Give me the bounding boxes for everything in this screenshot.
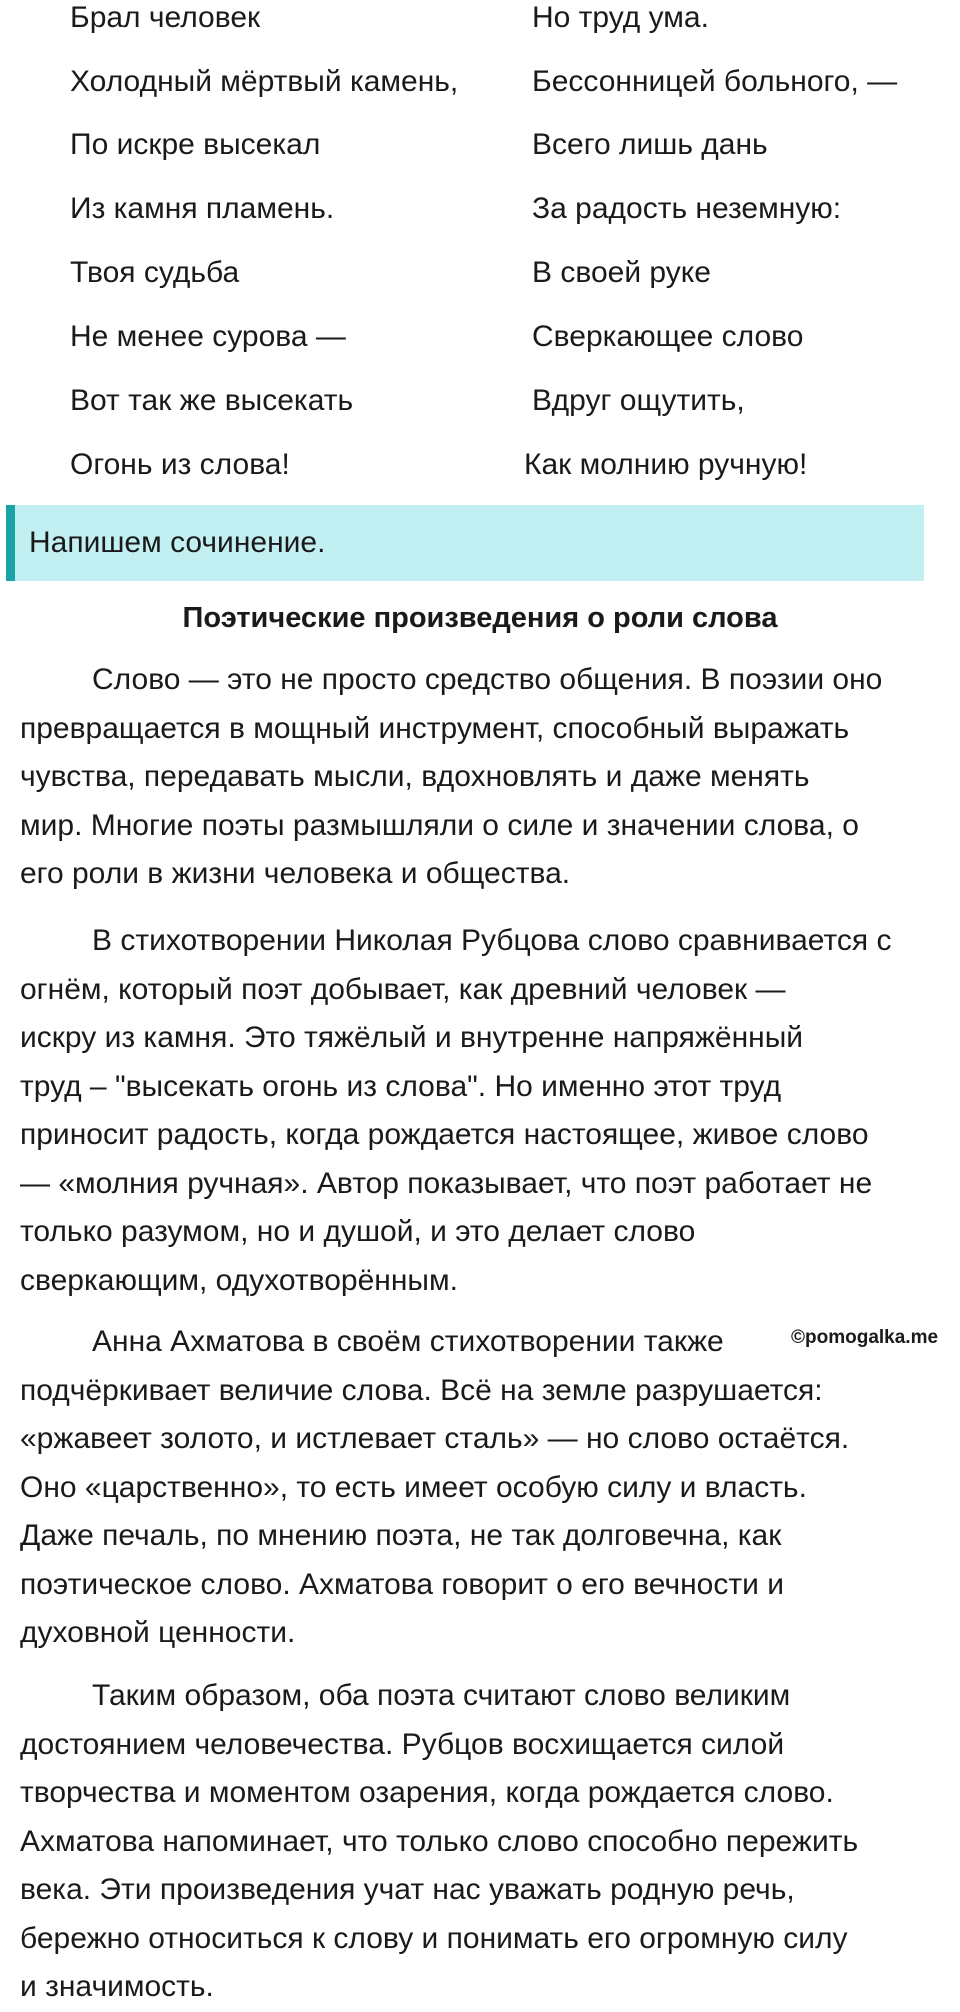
essay-title: Поэтические произведения о роли слова <box>182 602 778 634</box>
paragraph-line: В стихотворении Николая Рубцова слово сравнивается с <box>92 924 892 957</box>
paragraph-line: поэтическое слово. Ахматова говорит о его вечности и <box>20 1567 784 1601</box>
poem-line: Огонь из слова! <box>70 448 290 481</box>
paragraph-line: Даже печаль, по мнению поэта, не так долговечна, как <box>20 1519 782 1552</box>
essay-paragraph <box>20 917 960 1305</box>
paragraph-line: мир. Многие поэты размышляли о силе и значении слова, о <box>20 808 859 842</box>
poem-line: Сверкающее слово <box>532 320 804 353</box>
paragraph-line: труд – "высекать огонь из слова". Но именно этот труд <box>20 1069 782 1103</box>
essay-paragraph <box>20 1672 960 2012</box>
callout-banner <box>6 505 924 581</box>
poem-line: Всего лишь дань <box>532 128 768 161</box>
watermark-text: ©pomogalka.me <box>791 1327 939 1348</box>
poem-line: Как молнию ручную! <box>524 448 808 481</box>
essay-paragraph <box>20 656 960 899</box>
poem-line: Холодный мёртвый камень, <box>70 65 459 98</box>
paragraph-line: приносит радость, когда рождается настоящее, живое слово <box>20 1118 869 1151</box>
paragraph-line: Анна Ахматова в своём стихотворении также <box>92 1325 724 1358</box>
essay-paragraph <box>20 1318 960 1658</box>
paragraph-line: «ржавеет золото, и истлевает сталь» — но слово остаётся. <box>20 1422 850 1455</box>
poem-block <box>0 0 960 495</box>
paragraph-line: превращается в мощный инструмент, способный выражать <box>20 711 850 745</box>
poem-line: Бессонницей больного, — <box>532 65 898 98</box>
paragraph-line: творчества и моментом озарения, когда рождается слово. <box>20 1776 834 1809</box>
paragraph-line: чувства, передавать мысли, вдохновлять и даже менять <box>20 760 810 793</box>
paragraph-line: достоянием человечества. Рубцов восхищается силой <box>20 1727 785 1761</box>
callout-text: Напишем сочинение. <box>29 526 326 559</box>
paragraph-line: духовной ценности. <box>20 1616 296 1649</box>
paragraph-line: и значимость. <box>20 1970 214 2003</box>
poem-line: Брал человек <box>70 1 261 34</box>
paragraph-line: Оно «царственно», то есть имеет особую силу и власть. <box>20 1470 807 1504</box>
paragraph-line: века. Эти произведения учат нас уважать родную речь, <box>20 1873 795 1906</box>
paragraph-line: бережно относиться к слову и понимать его огромную силу <box>20 1921 848 1955</box>
poem-line: Твоя судьба <box>70 256 240 289</box>
poem-line: Вот так же высекать <box>70 384 354 417</box>
paragraph-line: Ахматова напоминает, что только слово способно пережить <box>20 1824 859 1858</box>
paragraph-line: его роли в жизни человека и общества. <box>20 857 571 890</box>
paragraph-line: только разумом, но и душой, и это делает слово <box>20 1215 696 1248</box>
poem-line: Но труд ума. <box>532 1 709 34</box>
paragraph-line: — «молния ручная». Автор показывает, что поэт работает не <box>20 1166 873 1200</box>
paragraph-line: Таким образом, оба поэта считают слово великим <box>92 1679 791 1712</box>
poem-line: Вдруг ощутить, <box>532 384 745 417</box>
paragraph-line: подчёркивает величие слова. Всё на земле разрушается: <box>20 1373 823 1407</box>
poem-line: За радость неземную: <box>532 192 842 225</box>
poem-line: Из камня пламень. <box>70 192 335 225</box>
paragraph-line: сверкающим, одухотворённым. <box>20 1263 458 1297</box>
paragraph-line: искру из камня. Это тяжёлый и внутренне напряжённый <box>20 1021 804 1054</box>
paragraph-line: Слово — это не просто средство общения. В поэзии оно <box>92 663 883 696</box>
paragraph-line: огнём, который поэт добывает, как древний человек — <box>20 972 786 1006</box>
poem-line: Не менее сурова — <box>70 320 346 353</box>
poem-line: В своей руке <box>532 256 711 289</box>
poem-line: По искре высекал <box>70 128 321 161</box>
